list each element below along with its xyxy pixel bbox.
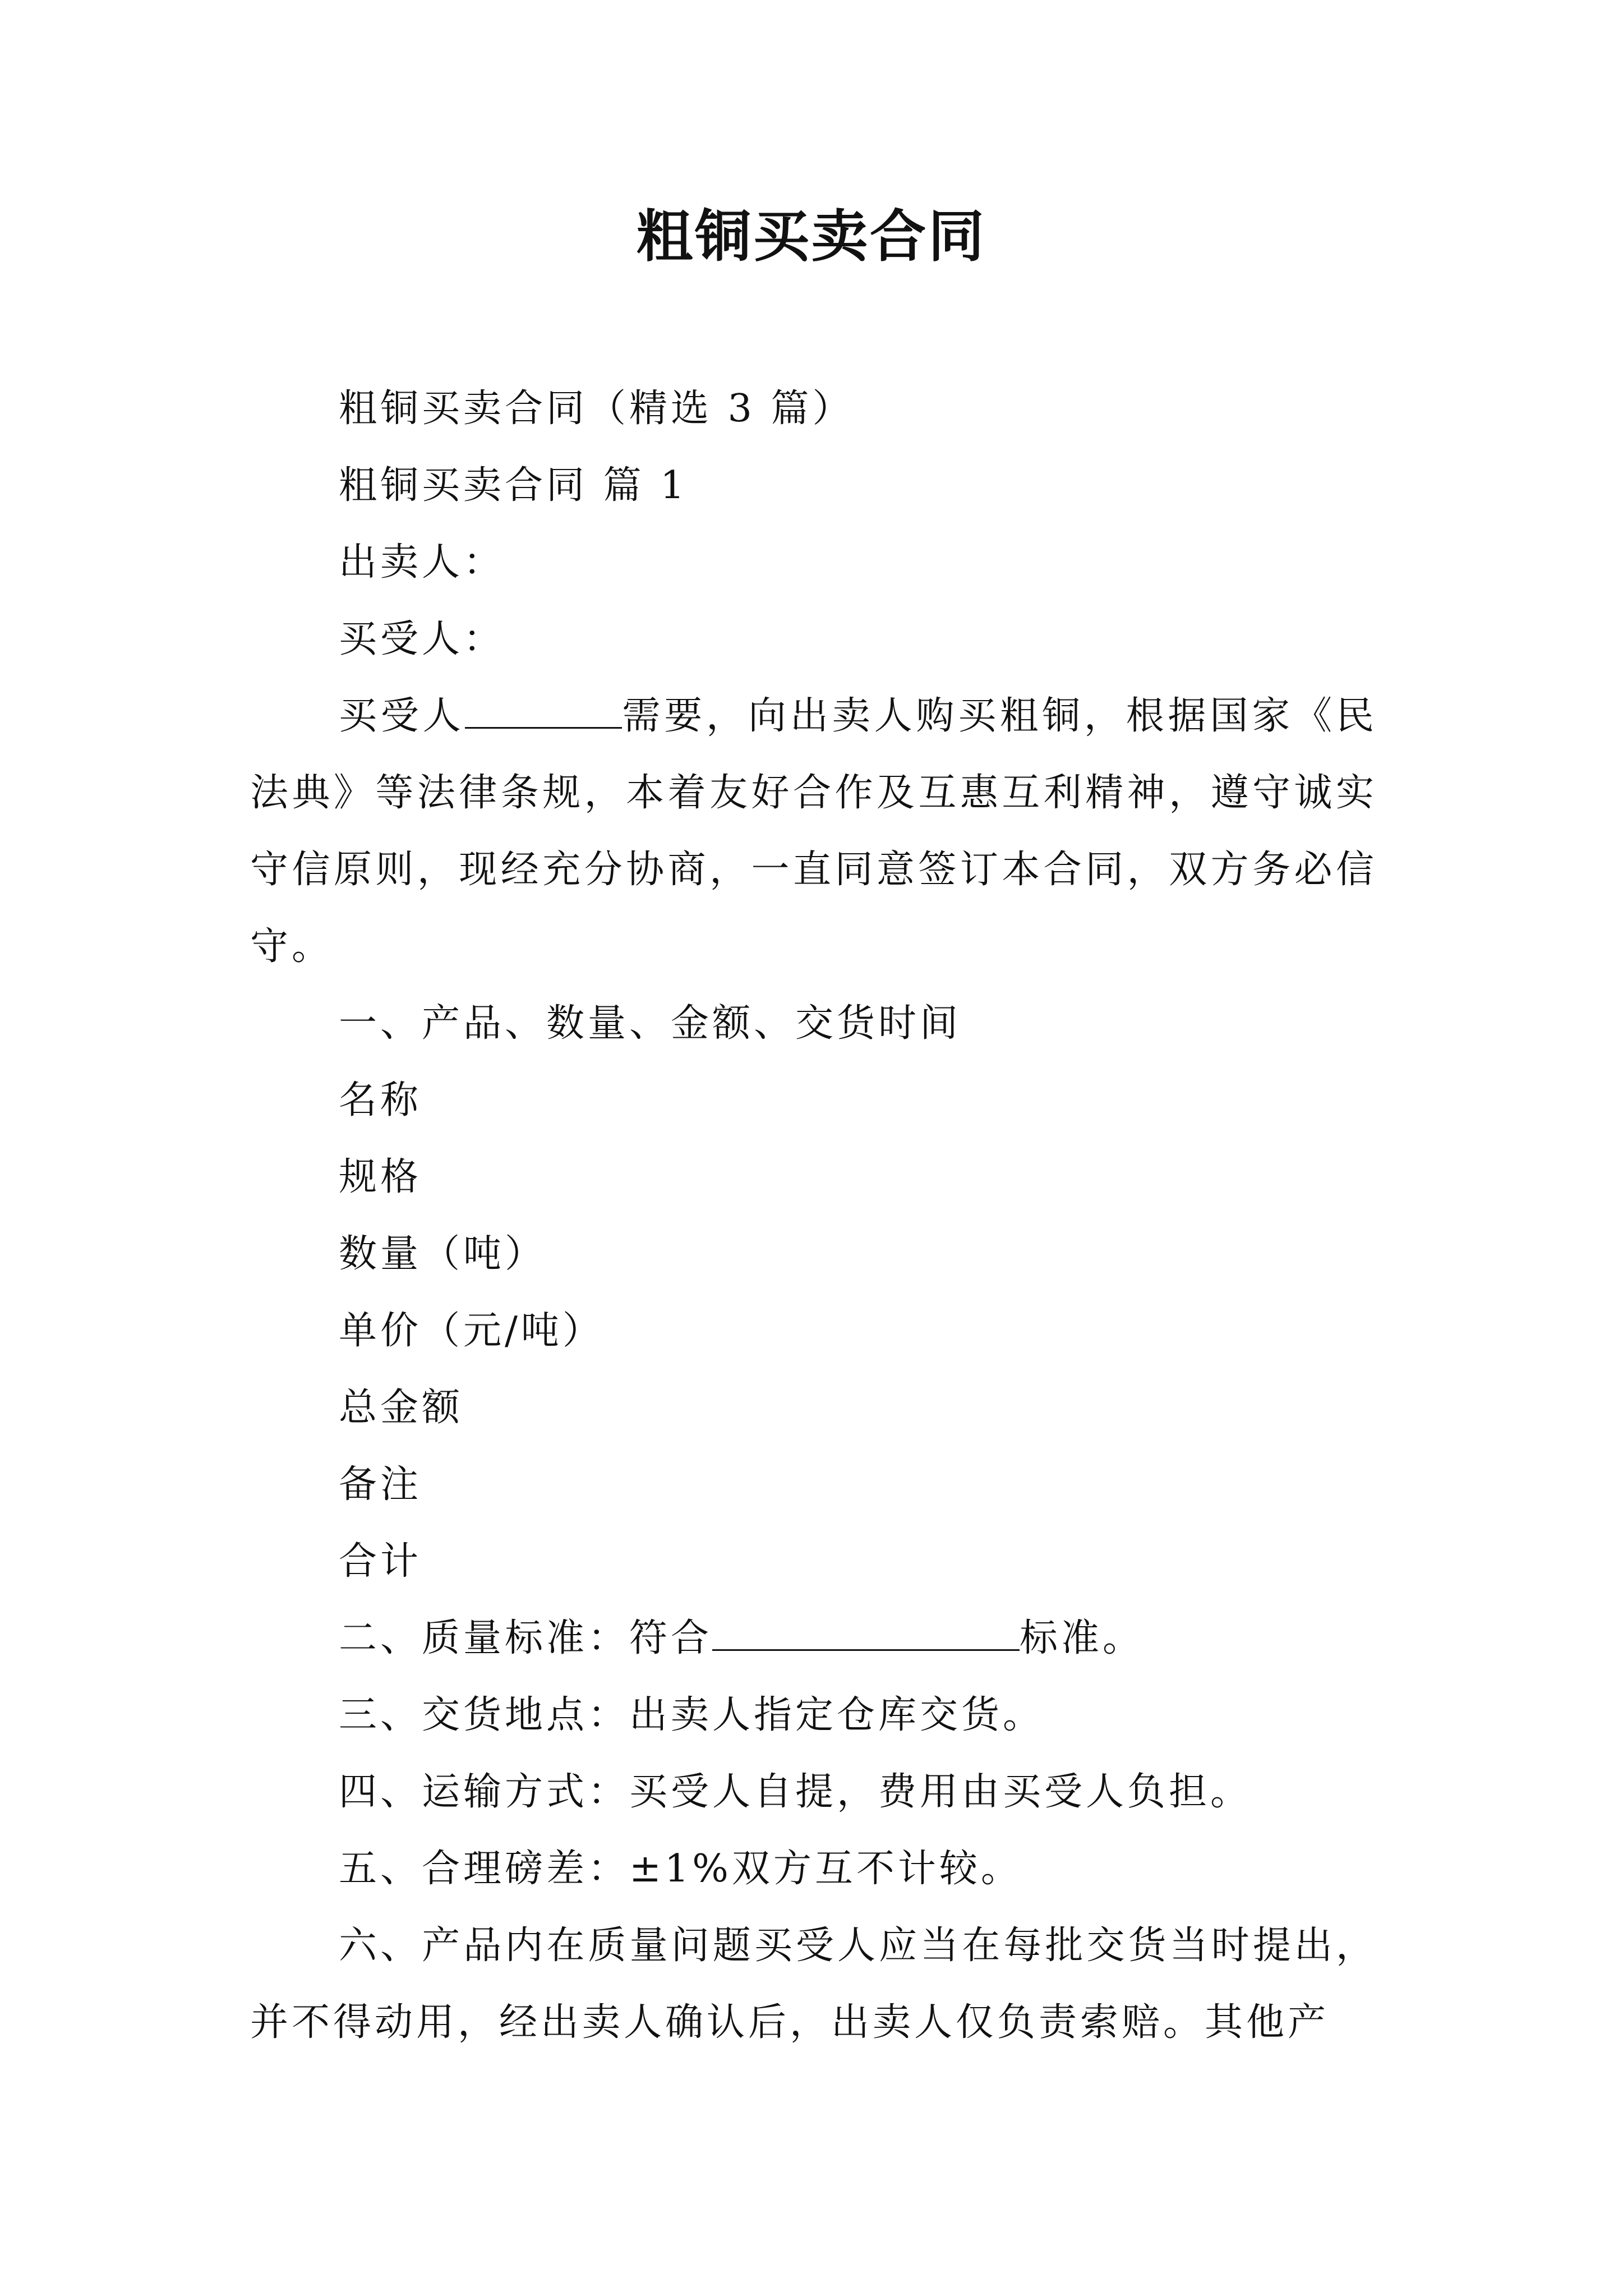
field-name: 名称: [339, 1078, 422, 1122]
field-quantity: 数量（吨）: [339, 1232, 547, 1276]
clause-1-heading: 一、产品、数量、金额、交货时间: [339, 1001, 962, 1046]
clause-2-prefix: 二、质量标准：符合: [339, 1616, 713, 1660]
field-remarks: 备注: [339, 1462, 422, 1507]
buyer-label: 买受人：: [339, 617, 505, 661]
clause-4: 四、运输方式：买受人自提，费用由买受人负担。: [339, 1770, 1252, 1814]
seller-label: 出卖人：: [339, 540, 505, 585]
document-title: 粗铜买卖合同: [637, 204, 986, 269]
buyer-name-blank: [465, 693, 622, 729]
clause-3: 三、交货地点：出卖人指定仓库交货。: [339, 1693, 1045, 1737]
quality-standard-blank: [712, 1616, 1020, 1651]
intro-suffix: 需要，向出卖人购买粗铜，根据国家《民法典》等法律条规，本着友好合作及互惠互利精神，遵守诚实守信原则，现经充分协商，一直同意签订本合同，双方务必信守。: [250, 694, 1377, 969]
clause-6: 六、产品内在质量问题买受人应当在每批交货当时提出，并不得动用，经出卖人确认后，出卖人仅负责索赔。其他产: [250, 1924, 1377, 2045]
intro-paragraph: [250, 678, 1377, 985]
section-heading: 粗铜买卖合同 篇 1: [339, 463, 688, 508]
clause-2-suffix: 标准。: [1020, 1616, 1145, 1660]
field-sum: 合计: [339, 1539, 422, 1584]
field-unit-price: 单价（元/吨）: [339, 1309, 604, 1353]
document-body: [250, 370, 1377, 2061]
document-subtitle: 粗铜买卖合同（精选 3 篇）: [339, 386, 854, 431]
field-total-amount: 总金额: [339, 1386, 464, 1430]
field-spec: 规格: [339, 1155, 422, 1199]
clause-5: 五、合理磅差：±1%双方互不计较。: [339, 1847, 1022, 1891]
clause-2: [250, 1600, 1377, 1677]
intro-prefix: 买受人: [339, 694, 465, 738]
